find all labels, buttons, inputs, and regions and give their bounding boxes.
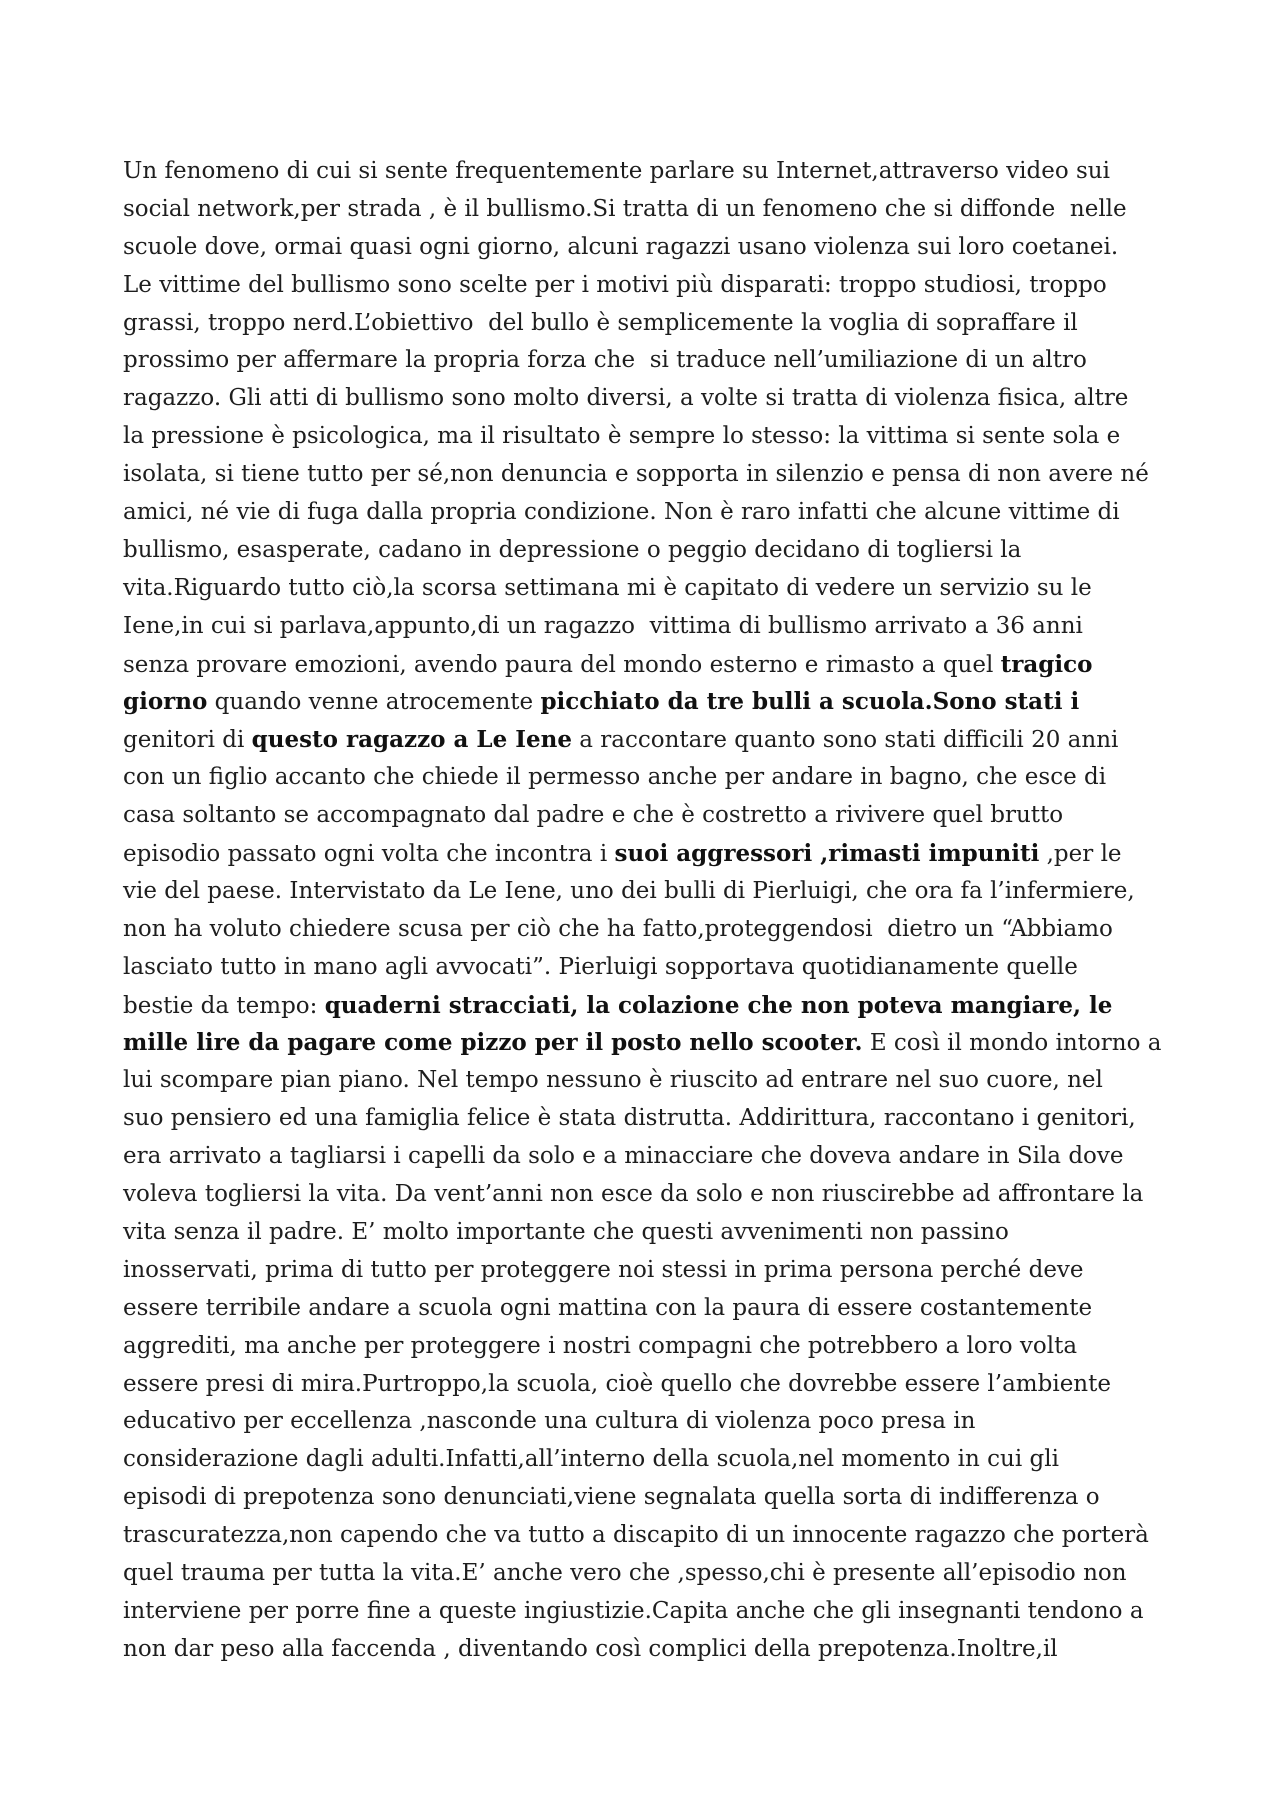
text-line xyxy=(123,1100,1183,1138)
text-run: vie del paese. Intervistato da Le Iene, uno dei bulli di Pierluigi, che ora fa l’infermiere, xyxy=(123,877,1135,904)
text-run: voleva togliersi la vita. Da vent’anni non esce da solo e non riuscirebbe ad affrontare la xyxy=(123,1181,1144,1208)
text-line xyxy=(123,1328,1183,1366)
text-run: Le vittime del bullismo sono scelte per i motivi più disparati: troppo studiosi, troppo xyxy=(123,271,1107,298)
text-line xyxy=(123,911,1183,949)
text-line xyxy=(123,1593,1183,1631)
text-run: non dar peso alla faccenda , diventando così complici della prepotenza.Inoltre,il xyxy=(123,1635,1058,1662)
text-line xyxy=(123,229,1183,267)
text-run: quando venne atrocemente xyxy=(207,689,541,716)
essay-body xyxy=(123,153,1183,1669)
text-run: interviene per porre fine a queste ingiustizie.Capita anche che gli insegnanti tendono a xyxy=(123,1597,1144,1624)
bold-text-run: mille lire da pagare come pizzo per il posto nello scooter. xyxy=(123,1029,863,1057)
text-line xyxy=(123,873,1183,911)
text-run: scuole dove, ormai quasi ogni giorno, alcuni ragazzi usano violenza sui loro coetanei. xyxy=(123,233,1119,260)
text-line xyxy=(123,456,1183,494)
text-run: non ha voluto chiedere scusa per ciò che ha fatto,proteggendosi dietro un “Abbiamo xyxy=(123,915,1113,942)
text-line xyxy=(123,987,1183,1025)
text-line xyxy=(123,494,1183,532)
text-line xyxy=(123,1138,1183,1176)
text-run: vita.Riguardo tutto ciò,la scorsa settimana mi è capitato di vedere un servizio su le xyxy=(123,574,1092,601)
text-line xyxy=(123,380,1183,418)
text-line xyxy=(123,1441,1183,1479)
text-run: aggrediti, ma anche per proteggere i nostri compagni che potrebbero a loro volta xyxy=(123,1332,1078,1359)
text-line xyxy=(123,1290,1183,1328)
text-line xyxy=(123,608,1183,646)
text-run: suo pensiero ed una famiglia felice è stata distrutta. Addirittura, raccontano i genitori, xyxy=(123,1105,1136,1132)
text-run: E così il mondo intorno a xyxy=(862,1030,1162,1057)
text-line xyxy=(123,949,1183,987)
text-run: ,per le xyxy=(1039,841,1122,868)
text-line xyxy=(123,1555,1183,1593)
text-line xyxy=(123,342,1183,380)
text-line xyxy=(123,1252,1183,1290)
text-run: isolata, si tiene tutto per sé,non denuncia e sopporta in silenzio e pensa di non avere né xyxy=(123,461,1149,488)
text-run: essere presi di mira.Purtroppo,la scuola, cioè quello che dovrebbe essere l’ambiente xyxy=(123,1370,1111,1397)
text-run: Iene,in cui si parlava,appunto,di un ragazzo vittima di bullismo arrivato a 36 anni xyxy=(123,612,1083,639)
text-line xyxy=(123,267,1183,305)
text-line xyxy=(123,1517,1183,1555)
text-run: a raccontare quanto sono stati difficili 20 anni xyxy=(571,727,1119,754)
text-run: episodio passato ogni volta che incontra i xyxy=(123,841,615,868)
text-run: prossimo per affermare la propria forza che si traduce nell’umiliazione di un altro xyxy=(123,347,1087,374)
text-run: vita senza il padre. E’ molto importante che questi avvenimenti non passino xyxy=(123,1218,1009,1245)
text-line xyxy=(123,1176,1183,1214)
text-line xyxy=(123,759,1183,797)
bold-text-run: questo ragazzo a Le Iene xyxy=(251,726,572,754)
text-line xyxy=(123,835,1183,873)
text-run: bestie da tempo: xyxy=(123,992,325,1019)
text-line xyxy=(123,1214,1183,1252)
text-run: genitori di xyxy=(123,727,252,754)
text-line xyxy=(123,153,1183,191)
text-line xyxy=(123,1062,1183,1100)
text-run: amici, né vie di fuga dalla propria condizione. Non è raro infatti che alcune vittime di xyxy=(123,499,1120,526)
text-line xyxy=(123,1479,1183,1517)
text-run: quel trauma per tutta la vita.E’ anche vero che ,spesso,chi è presente all’episodio non xyxy=(123,1559,1127,1586)
text-run: Un fenomeno di cui si sente frequentemente parlare su Internet,attraverso video sui xyxy=(123,158,1110,184)
text-run: grassi, troppo nerd.L’obiettivo del bullo è semplicemente la voglia di sopraffare il xyxy=(123,309,1078,336)
bold-text-run: giorno xyxy=(123,688,208,716)
text-line xyxy=(123,646,1183,684)
text-run: social network,per strada , è il bullismo.Si tratta di un fenomeno che si diffonde nelle xyxy=(123,195,1127,222)
text-run: con un figlio accanto che chiede il permesso anche per andare in bagno, che esce di xyxy=(123,764,1107,791)
text-run: bullismo, esasperate, cadano in depressione o peggio decidano di togliersi la xyxy=(123,536,1022,563)
text-run: essere terribile andare a scuola ogni mattina con la paura di essere costantemente xyxy=(123,1294,1093,1321)
text-line xyxy=(123,1366,1183,1404)
text-line xyxy=(123,797,1183,835)
text-run: ragazzo. Gli atti di bullismo sono molto diversi, a volte si tratta di violenza fisica, altre xyxy=(123,385,1129,412)
text-run: educativo per eccellenza ,nasconde una cultura di violenza poco presa in xyxy=(123,1408,976,1435)
text-line xyxy=(123,305,1183,343)
bold-text-run: suoi aggressori ,rimasti impuniti xyxy=(614,840,1040,868)
text-line xyxy=(123,721,1183,759)
text-line xyxy=(123,191,1183,229)
text-run: la pressione è psicologica, ma il risultato è sempre lo stesso: la vittima si sente sola e xyxy=(123,423,1121,450)
text-run: lasciato tutto in mano agli avvocati”. Pierluigi sopportava quotidianamente quelle xyxy=(123,953,1078,980)
bold-text-run: picchiato da tre bulli a scuola.Sono stati i xyxy=(540,688,1080,716)
text-line xyxy=(123,1403,1183,1441)
text-line xyxy=(123,683,1183,721)
text-run: senza provare emozioni, avendo paura del mondo esterno e rimasto a quel xyxy=(123,651,1001,678)
text-line xyxy=(123,1631,1183,1669)
text-run: era arrivato a tagliarsi i capelli da solo e a minacciare che doveva andare in Sila dove xyxy=(123,1143,1124,1170)
text-run: trascuratezza,non capendo che va tutto a discapito di un innocente ragazzo che porterà xyxy=(123,1522,1149,1549)
text-run: lui scompare pian piano. Nel tempo nessuno è riuscito ad entrare nel suo cuore, nel xyxy=(123,1067,1103,1094)
text-line xyxy=(123,418,1183,456)
bold-text-run: tragico xyxy=(1000,650,1093,678)
text-run: considerazione dagli adulti.Infatti,all’interno della scuola,nel momento in cui gli xyxy=(123,1446,1059,1473)
text-run: episodi di prepotenza sono denunciati,viene segnalata quella sorta di indifferenza o xyxy=(123,1484,1100,1511)
bold-text-run: quaderni stracciati, la colazione che non poteva mangiare, le xyxy=(324,991,1113,1019)
text-line xyxy=(123,1024,1183,1062)
text-run: casa soltanto se accompagnato dal padre e che è costretto a rivivere quel brutto xyxy=(123,802,1064,829)
text-line xyxy=(123,570,1183,608)
text-line xyxy=(123,532,1183,570)
text-run: inosservati, prima di tutto per proteggere noi stessi in prima persona perché deve xyxy=(123,1256,1084,1283)
